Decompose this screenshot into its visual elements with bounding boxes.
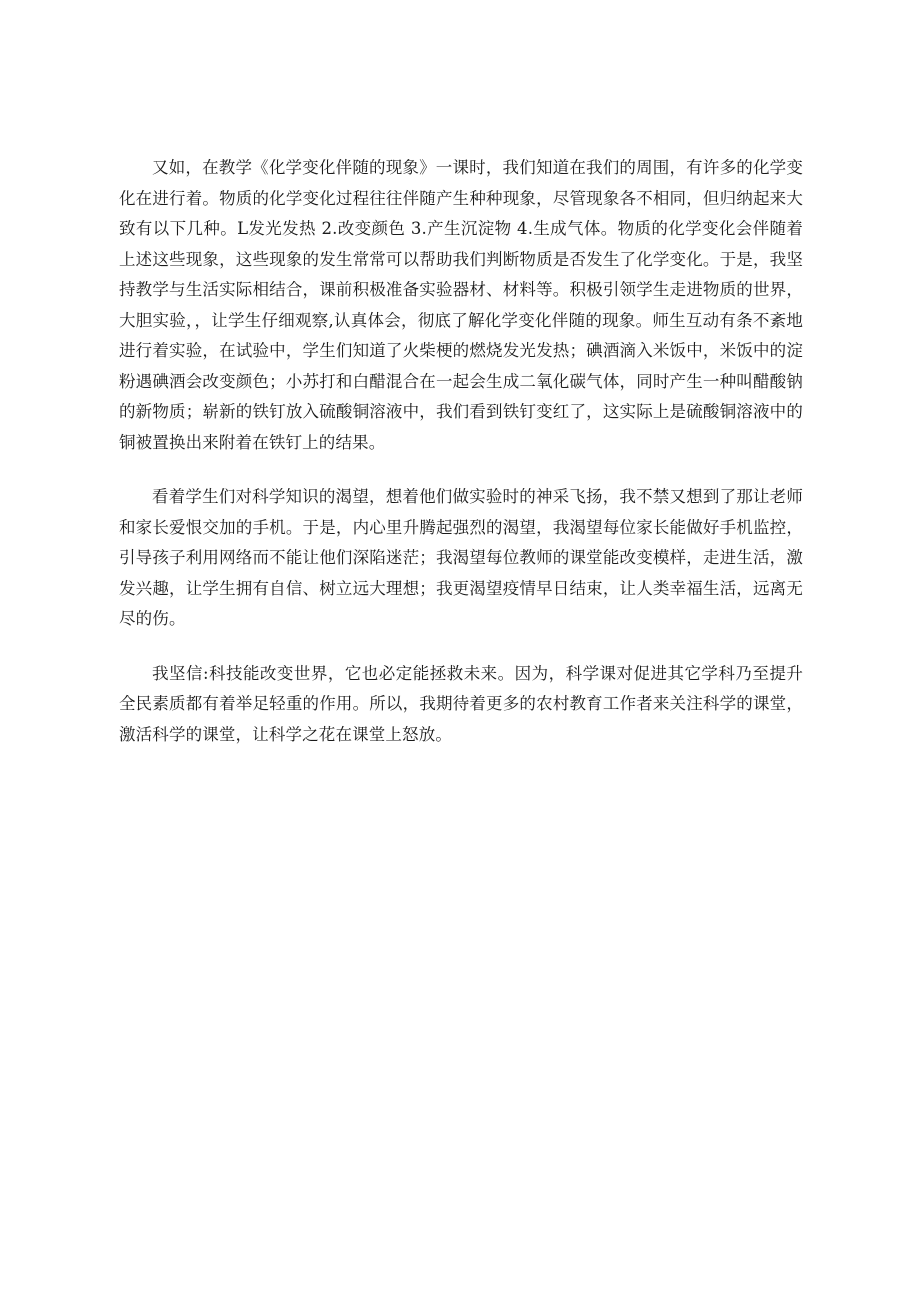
paragraph-experiment: 又如，在教学《化学变化伴随的现象》一课时，我们知道在我们的周围，有许多的化学变化在进行着。物质的化学变化过程往往伴随产生种种现象，尽管现象各不相同，但归纳起来大致有以下几种。L发光发热 2.改变颜色 3.产生沉淀物 4.生成气体。物质的化学变化会伴随着上述这些现象，这些现象的发生常常可以帮助我们判断物质是否发生了化学变化。于是，我坚持教学与生活实际相结合，课前积极准备实验器材、材料等。积极引领学生走进物质的世界，大胆实验，，让学生仔细观察,认真体会，彻底了解化学变化伴随的现象。师生互动有条不紊地进行着实验，在试验中，学生们知道了火柴梗的燃烧发光发热；碘酒滴入米饭中，米饭中的淀粉遇碘酒会改变颜色；小苏打和白醋混合在一起会生成二氧化碳气体，同时产生一种叫醋酸钠的新物质；崭新的铁钉放入硫酸铜溶液中，我们看到铁钉变红了，这实际上是硫酸铜溶液中的铜被置换出来附着在铁钉上的结果。	[119, 158, 803, 452]
paragraph-conclusion: 我坚信:科技能改变世界，它也必定能拯救未来。因为，科学课对促进其它学科乃至提升全民素质都有着举足轻重的作用。所以，我期待着更多的农村教育工作者来关注科学的课堂，激活科学的课堂，让科学之花在课堂上怒放。	[119, 663, 803, 744]
paragraph-phone-reflection: 看着学生们对科学知识的渴望，想着他们做实验时的神采飞扬，我不禁又想到了那让老师和家长爱恨交加的手机。于是，内心里升腾起强烈的渴望，我渴望每位家长能做好手机监控，引导孩子利用网络而不能让他们深陷迷茫；我渴望每位教师的课堂能改变模样，走进生活，激发兴趣，让学生拥有自信、树立远大理想；我更渴望疫情早日结束，让人类幸福生活，远离无尽的伤。	[119, 487, 803, 628]
document-body	[119, 153, 803, 750]
